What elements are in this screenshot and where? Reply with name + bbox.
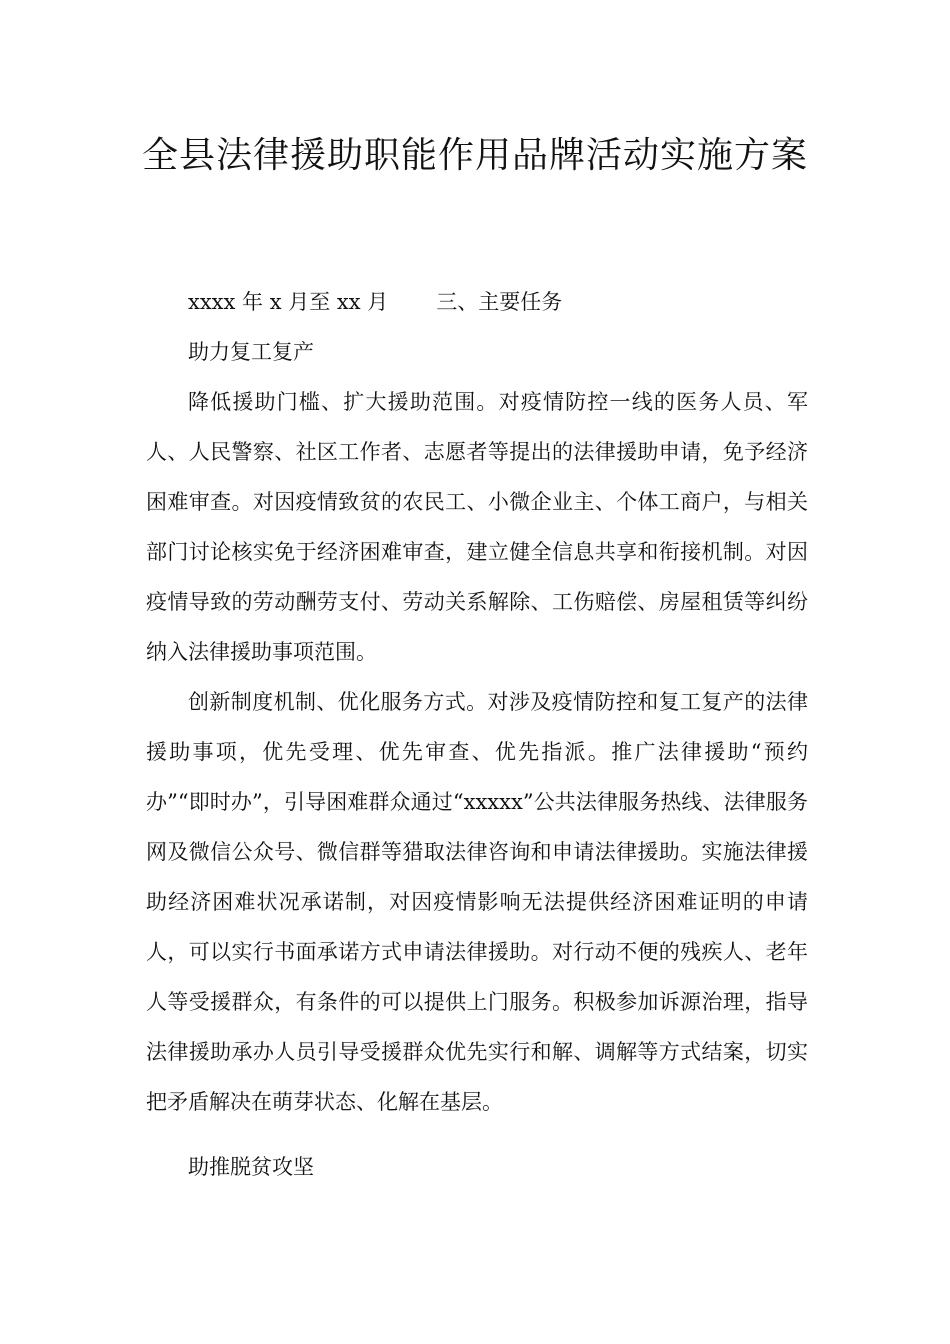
paragraph-lower-threshold: 降低援助门槛、扩大援助范围。对疫情防控一线的医务人员、军人、人民警察、社区工作者、志愿者等提出的法律援助申请，免予经济困难审查。对因疫情致贫的农民工、小微企业主、个体工商户，与相关部门讨论核实免于经济困难审查，建立健全信息共享和衔接机制。对因疫情导致的劳动酬劳支付、劳动关系解除、工伤赔偿、房屋租赁等纠纷纳入法律援助事项范围。	[146, 390, 808, 664]
date-section-line	[146, 277, 808, 327]
section-heading: 三、主要任务	[436, 290, 563, 314]
paragraph-innovate-system: 创新制度机制、优化服务方式。对涉及疫情防控和复工复产的法律援助事项，优先受理、优先审查、优先指派。推广法律援助“预约办”“即时办”，引导困难群众通过“xxxxx”公共法律服务热线、法律服务网及微信公众号、微信群等猎取法律咨询和申请法律援助。实施法律援助经济困难状况承诺制，对因疫情影响无法提供经济困难证明的申请人，可以实行书面承诺方式申请法律援助。对行动不便的残疾人、老年人等受援群众，有条件的可以提供上门服务。积极参加诉源治理，指导法律援助承办人员引导受援群众优先实行和解、调解等方式结案，切实把矛盾解决在萌芽状态、化解在基层。	[146, 690, 808, 1114]
subheading-poverty: 助推脱贫攻坚	[188, 1155, 314, 1179]
document-title: 全县法律援助职能作用品牌活动实施方案	[141, 135, 808, 176]
date-line: xxxx 年 x 月至 xx 月	[188, 290, 389, 314]
subheading-recovery: 助力复工复产	[188, 340, 314, 364]
document-body	[146, 277, 808, 1192]
